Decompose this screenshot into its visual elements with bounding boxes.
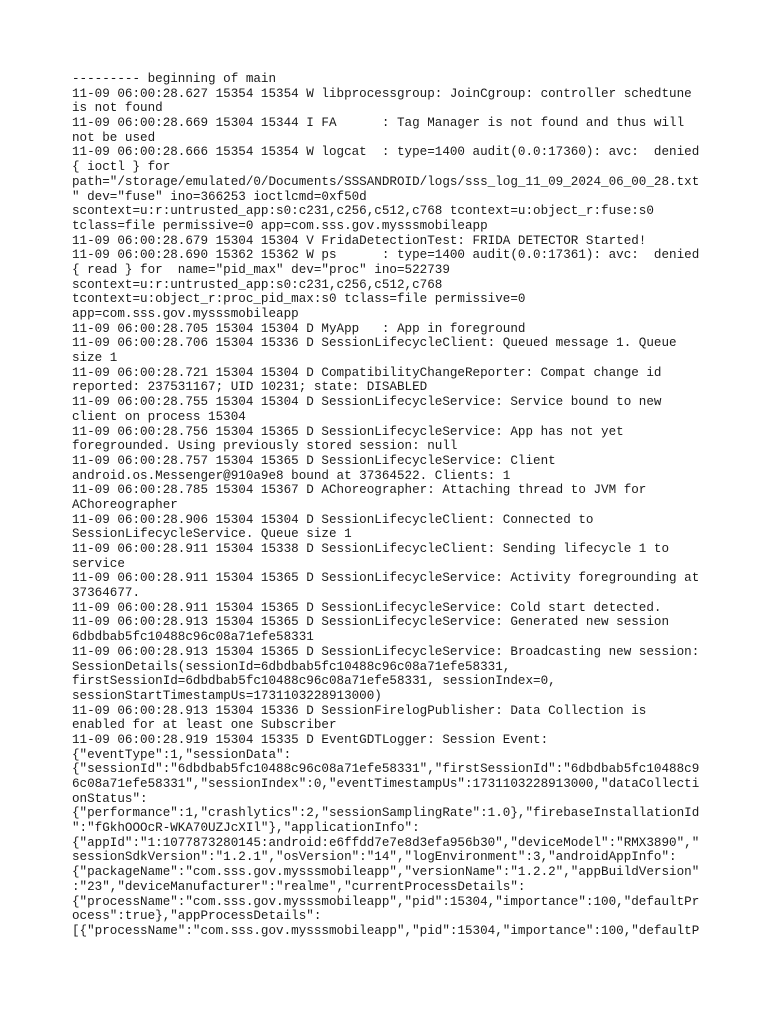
log-line: path="/storage/emulated/0/Documents/SSSANDROID/logs/sss_log_11_09_2024_06_00_28.txt [72,174,700,189]
log-line: 11-09 06:00:28.913 15304 15365 D SessionLifecycleService: Generated new session [72,615,670,630]
log-line: ":"fGkhOOOcR-WKA70UZJcXIl"},"applicationInfo": [72,821,420,836]
log-line: is not found [72,101,163,116]
log-line: SessionLifecycleService. Queue size 1 [72,527,352,542]
log-line: [{"processName":"com.sss.gov.mysssmobileapp","pid":15304,"importance":100,"defaultP [72,923,700,938]
log-line: :"23","deviceManufacturer":"realme","currentProcessDetails": [72,879,526,894]
log-line: reported: 237531167; UID 10231; state: DISABLED [72,380,428,395]
log-line: 11-09 06:00:28.785 15304 15367 D AChoreographer: Attaching thread to JVM for [72,483,647,498]
log-line: AChoreographer [72,497,178,512]
log-line: 11-09 06:00:28.706 15304 15336 D SessionLifecycleClient: Queued message 1. Queue [72,336,677,351]
log-line: 11-09 06:00:28.911 15304 15338 D SessionLifecycleClient: Sending lifecycle 1 to [72,542,670,556]
log-line: sessionStartTimestampUs=1731103228913000) [72,688,382,703]
log-line: 11-09 06:00:28.919 15304 15335 D EventGDTLogger: Session Event: [72,732,549,747]
log-line: 11-09 06:00:28.756 15304 15365 D SessionLifecycleService: App has not yet [72,424,624,439]
log-line: {"packageName":"com.sss.gov.mysssmobileapp","versionName":"1.2.2","appBuildVersion" [72,865,700,880]
log-line: 6dbdbab5fc10488c96c08a71efe58331 [72,630,314,645]
log-line: scontext=u:r:untrusted_app:s0:c231,c256,c512,c768 [72,277,443,292]
log-line: 6c08a71efe58331","sessionIndex":0,"eventTimestampUs":1731103228913000,"dataCollecti [72,777,700,791]
log-line: client on process 15304 [72,409,246,424]
log-line: 11-09 06:00:28.705 15304 15304 D MyApp : App in foreground [72,321,526,336]
log-line: sessionSdkVersion":"1.2.1","osVersion":"14","logEnvironment":3,"androidAppInfo": [72,850,677,865]
log-line: 11-09 06:00:28.690 15362 15362 W ps : type=1400 audit(0.0:17361): avc: denied [72,248,700,263]
log-line: ocess":true},"appProcessDetails": [72,909,322,924]
log-line: 11-09 06:00:28.906 15304 15304 D SessionLifecycleClient: Connected to [72,512,594,527]
log-text-block [72,72,702,939]
log-line: 11-09 06:00:28.913 15304 15365 D SessionLifecycleService: Broadcasting new session: [72,644,700,659]
log-line: 11-09 06:00:28.627 15354 15354 W libprocessgroup: JoinCgroup: controller schedtune [72,86,692,101]
log-line: " dev="fuse" ino=366253 ioctlcmd=0xf50d [72,189,367,204]
log-line: 11-09 06:00:28.679 15304 15304 V FridaDetectionTest: FRIDA DETECTOR Started! [72,233,647,248]
log-line: enabled for at least one Subscriber [72,718,337,733]
log-line: size 1 [72,351,118,366]
log-line: app=com.sss.gov.mysssmobileapp [72,307,299,321]
log-line: {"processName":"com.sss.gov.mysssmobileapp","pid":15304,"importance":100,"defaultPr [72,894,700,909]
log-line: service [72,556,125,571]
log-line: 37364677. [72,586,141,601]
log-line: tclass=file permissive=0 app=com.sss.gov.mysssmobileapp [72,218,488,233]
log-line: 11-09 06:00:28.666 15354 15354 W logcat : type=1400 audit(0.0:17360): avc: denied [72,145,700,160]
log-line: 11-09 06:00:28.669 15304 15344 I FA : Tag Manager is not found and thus will [72,116,685,131]
log-line: tcontext=u:object_r:proc_pid_max:s0 tclass=file permissive=0 [72,292,526,307]
log-line: --------- beginning of main [72,72,277,86]
log-line: SessionDetails(sessionId=6dbdbab5fc10488c96c08a71efe58331, [72,659,511,674]
log-line: firstSessionId=6dbdbab5fc10488c96c08a71efe58331, sessionIndex=0, [72,674,556,689]
log-line: 11-09 06:00:28.755 15304 15304 D SessionLifecycleService: Service bound to new [72,395,662,410]
log-line: 11-09 06:00:28.913 15304 15336 D SessionFirelogPublisher: Data Collection is [72,703,647,718]
log-line: 11-09 06:00:28.721 15304 15304 D CompatibilityChangeReporter: Compat change id [72,365,662,380]
log-line: not be used [72,130,156,145]
log-line: android.os.Messenger@910a9e8 bound at 37364522. Clients: 1 [72,468,511,483]
log-line: { ioctl } for [72,160,171,175]
log-line: 11-09 06:00:28.757 15304 15365 D SessionLifecycleService: Client [72,453,556,468]
log-line: 11-09 06:00:28.911 15304 15365 D SessionLifecycleService: Activity foregrounding at [72,571,700,586]
log-line: onStatus": [72,791,148,806]
log-line: {"eventType":1,"sessionData": [72,747,292,762]
log-line: {"appId":"1:1077873280145:android:e6ffdd7e7e8d3efa956b30","deviceModel":"RMX3890"," [72,835,700,850]
log-line: {"performance":1,"crashlytics":2,"sessionSamplingRate":1.0},"firebaseInstallationId [72,806,700,821]
log-line: foregrounded. Using previously stored session: null [72,439,458,454]
log-line: { read } for name="pid_max" dev="proc" ino=522739 [72,262,450,277]
log-line: {"sessionId":"6dbdbab5fc10488c96c08a71efe58331","firstSessionId":"6dbdbab5fc10488c9 [72,762,700,777]
log-line: 11-09 06:00:28.911 15304 15365 D SessionLifecycleService: Cold start detected. [72,600,662,615]
log-line: scontext=u:r:untrusted_app:s0:c231,c256,c512,c768 tcontext=u:object_r:fuse:s0 [72,204,654,219]
